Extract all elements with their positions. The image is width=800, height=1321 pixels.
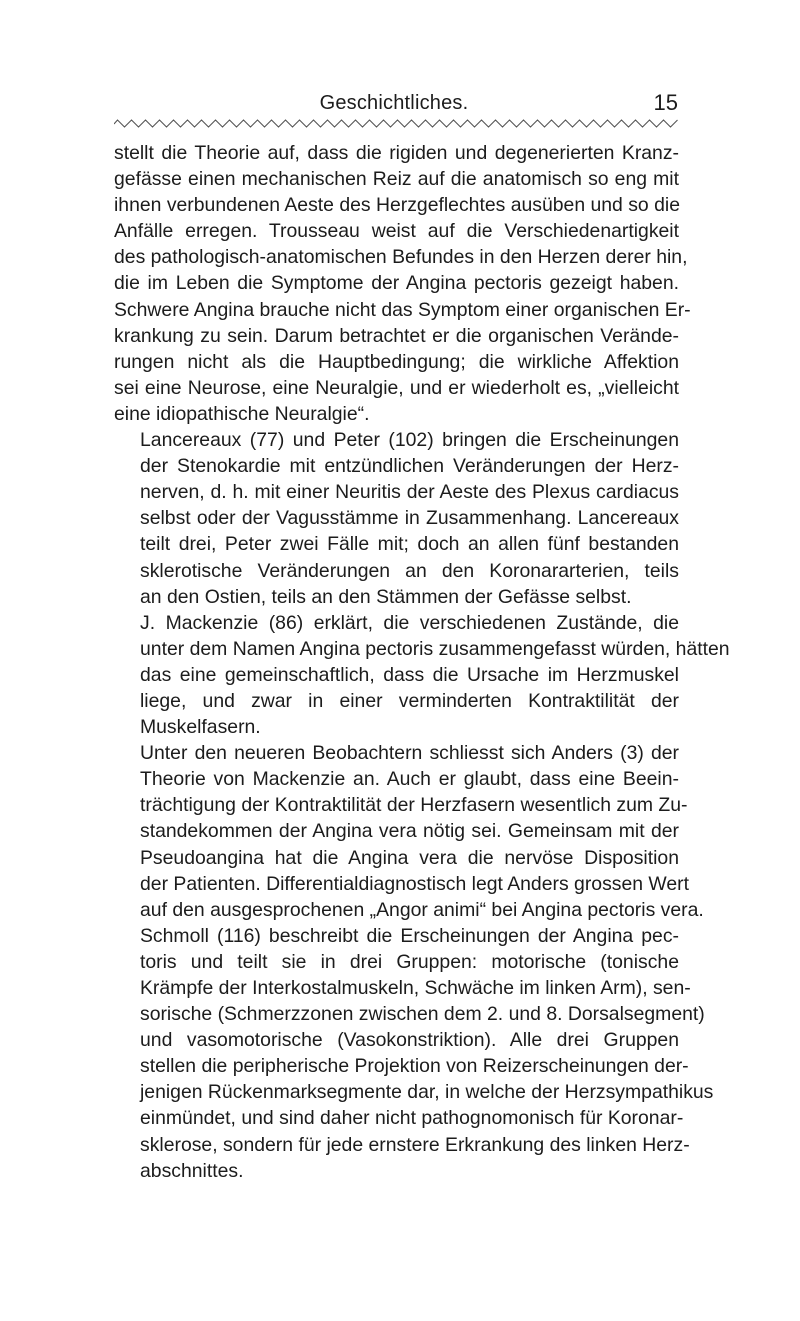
text-line: das eine gemeinschaftlich, dass die Ursache im Herzmuskel xyxy=(140,663,679,686)
text-line: unter dem Namen Angina pectoris zusammengefasst würden, hätten xyxy=(140,637,730,660)
text-line: nerven, d. h. mit einer Neuritis der Aeste des Plexus cardiacus xyxy=(140,481,679,504)
text-line: abschnittes. xyxy=(140,1159,244,1182)
text-line: des pathologisch-anatomischen Befundes in den Herzen derer hin, xyxy=(114,246,688,269)
text-line: standekommen der Angina vera nötig sei. Gemeinsam mit der xyxy=(140,820,679,843)
text-line: eine idiopathische Neuralgie“. xyxy=(114,402,370,425)
text-line: Unter den neueren Beobachtern schliesst sich Anders (3) der xyxy=(140,742,679,765)
text-line: und vasomotorische (Vasokonstriktion). Alle drei Gruppen xyxy=(140,1029,679,1052)
paragraph xyxy=(114,740,704,923)
text-line: die im Leben die Symptome der Angina pectoris gezeigt haben. xyxy=(114,272,679,295)
text-line: der Patienten. Differentialdiagnostisch legt Anders grossen Wert xyxy=(140,872,689,895)
text-line: Lancereaux (77) und Peter (102) bringen die Erscheinungen xyxy=(140,429,679,452)
text-line: ihnen verbundenen Aeste des Herzgeflechtes ausüben und so die xyxy=(114,194,680,217)
text-line: Pseudoangina hat die Angina vera die nervöse Disposition xyxy=(140,846,679,869)
page-number: 15 xyxy=(653,90,678,115)
text-line: sklerose, sondern für jede ernstere Erkrankung des linken Herz- xyxy=(140,1133,690,1156)
text-line: selbst oder der Vagusstämme in Zusammenhang. Lancereaux xyxy=(140,507,679,530)
text-line: liege, und zwar in einer verminderten Kontraktilität der xyxy=(140,689,679,712)
text-line: stellen die peripherische Projektion von Reizerscheinungen der- xyxy=(140,1055,689,1078)
text-line: sorische (Schmerzzonen zwischen dem 2. und 8. Dorsalsegment) xyxy=(140,1003,705,1026)
text-line: J. Mackenzie (86) erklärt, die verschiedenen Zustände, die xyxy=(140,611,679,634)
text-line: auf den ausgesprochenen „Angor animi“ bei Angina pectoris vera. xyxy=(140,898,704,921)
text-line: teilt drei, Peter zwei Fälle mit; doch an allen fünf bestanden xyxy=(140,533,679,556)
paragraph xyxy=(114,923,714,1184)
paragraph xyxy=(114,427,679,610)
text-line: sei eine Neurose, eine Neuralgie, und er wiederholt es, „vielleicht xyxy=(114,376,679,399)
text-line: toris und teilt sie in drei Gruppen: motorische (tonische xyxy=(140,950,679,973)
text-line: rungen nicht als die Hauptbedingung; die wirkliche Affektion xyxy=(114,350,679,373)
text-line: sklerotische Veränderungen an den Koronararterien, teils xyxy=(140,559,679,582)
text-line: trächtigung der Kontraktilität der Herzfasern wesentlich zum Zu- xyxy=(140,794,688,817)
text-line: Krämpfe der Interkostalmuskeln, Schwäche im linken Arm), sen- xyxy=(140,977,691,999)
paragraph xyxy=(114,140,691,427)
text-line: an den Ostien, teils an den Stämmen der Gefässe selbst. xyxy=(140,585,632,608)
text-line: einmündet, und sind daher nicht pathognomonisch für Koronar- xyxy=(140,1107,684,1130)
text-line: Muskelfasern. xyxy=(140,716,261,739)
running-header xyxy=(110,92,678,120)
text-line: gefässe einen mechanischen Reiz auf die anatomisch so eng mit xyxy=(114,168,679,191)
body-text xyxy=(114,140,730,1184)
text-line: jenigen Rückenmarksegmente dar, in welche der Herzsympathikus xyxy=(140,1081,714,1104)
header-title: Geschichtliches. xyxy=(319,92,469,114)
text-line: Theorie von Mackenzie an. Auch er glaubt, dass eine Beein- xyxy=(140,768,679,791)
decorative-wavy-rule xyxy=(114,118,679,130)
text-line: krankung zu sein. Darum betrachtet er die organischen Verände- xyxy=(114,324,679,347)
paragraph xyxy=(114,610,730,740)
text-line: Anfälle erregen. Trousseau weist auf die Verschiedenartigkeit xyxy=(114,220,679,243)
text-line: Schwere Angina brauche nicht das Symptom einer organischen Er- xyxy=(114,298,691,321)
text-line: Schmoll (116) beschreibt die Erscheinungen der Angina pec- xyxy=(140,924,679,947)
text-line: stellt die Theorie auf, dass die rigiden und degenerierten Kranz- xyxy=(114,142,679,164)
text-line: der Stenokardie mit entzündlichen Veränderungen der Herz- xyxy=(140,455,679,478)
